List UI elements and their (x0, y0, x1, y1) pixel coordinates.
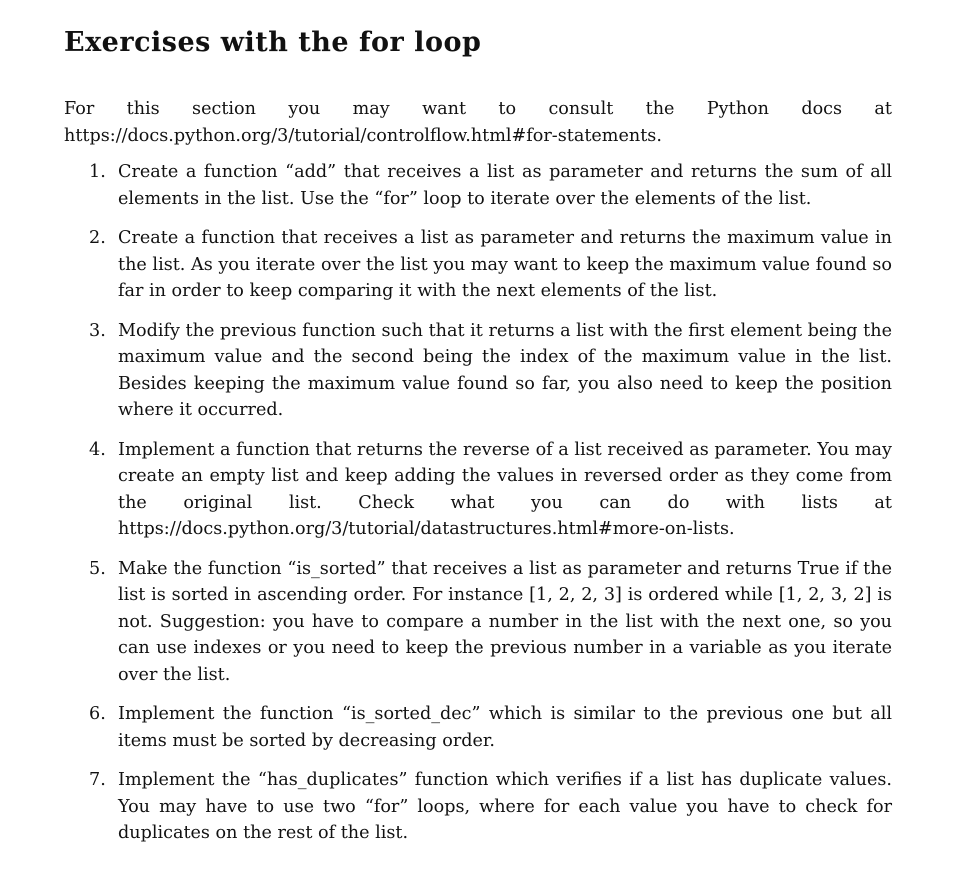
exercise-item-7 (64, 767, 892, 847)
document-page (64, 26, 892, 860)
exercise-text: Implement the function “is_sorted_dec” which is similar to the previous one but all items must be sorted by decreasing order. (118, 704, 892, 751)
exercise-item-2 (64, 225, 892, 305)
exercise-item-3 (64, 318, 892, 424)
exercise-item-5 (64, 556, 892, 689)
exercise-number: 4. (89, 439, 106, 460)
exercise-item-6 (64, 701, 892, 754)
exercise-text: Create a function that receives a list as parameter and returns the maximum value in the list. As you iterate over the list you may want to keep the maximum value found so far in order to keep comparing it with the next elements of the list. (118, 228, 892, 301)
exercise-number: 3. (89, 320, 106, 341)
exercise-text: Make the function “is_sorted” that receives a list as parameter and returns True if the list is sorted in ascending order. For instance [1, 2, 2, 3] is ordered while [1, 2, 3, 2] is not. Suggestion: you have to compare a number in the list with the next one, so you can use indexes or you need to keep the previous number in a variable as you iterate over the list. (118, 558, 892, 685)
intro-paragraph: For this section you may want to consult the Python docs at https://docs.python.org/3/tutorial/controlflow.html#for-statements. (64, 99, 892, 146)
exercise-number: 2. (89, 228, 106, 248)
exercise-item-1 (64, 159, 892, 212)
exercise-number: 7. (89, 770, 106, 790)
exercise-list (64, 159, 892, 847)
exercise-item-4 (64, 437, 892, 543)
exercise-number: 6. (89, 704, 106, 724)
exercise-text: Implement the “has_duplicates” function which verifies if a list has duplicate values. You may have to use two “for” loops, where for each value you have to check for duplicates on the rest of the list. (118, 770, 892, 843)
exercise-text: Create a function “add” that receives a list as parameter and returns the sum of all elements in the list. Use the “for” loop to iterate over the elements of the list. (118, 162, 892, 209)
exercise-number: 1. (89, 162, 106, 182)
exercise-number: 5. (89, 558, 106, 579)
exercise-text: Modify the previous function such that it returns a list with the first element being the maximum value and the second being the index of the maximum value in the list. Besides keeping the maximum value found so far, you also need to keep the position where it occurred. (118, 320, 892, 420)
section-title: Exercises with the for loop (64, 27, 482, 58)
exercise-text: Implement a function that returns the reverse of a list received as parameter. You may create an empty list and keep adding the values in reversed order as they come from the original list. Check what you can do with lists at https://docs.python.org/3/tutorial/datastructures.html#more-on-lists. (118, 439, 892, 539)
